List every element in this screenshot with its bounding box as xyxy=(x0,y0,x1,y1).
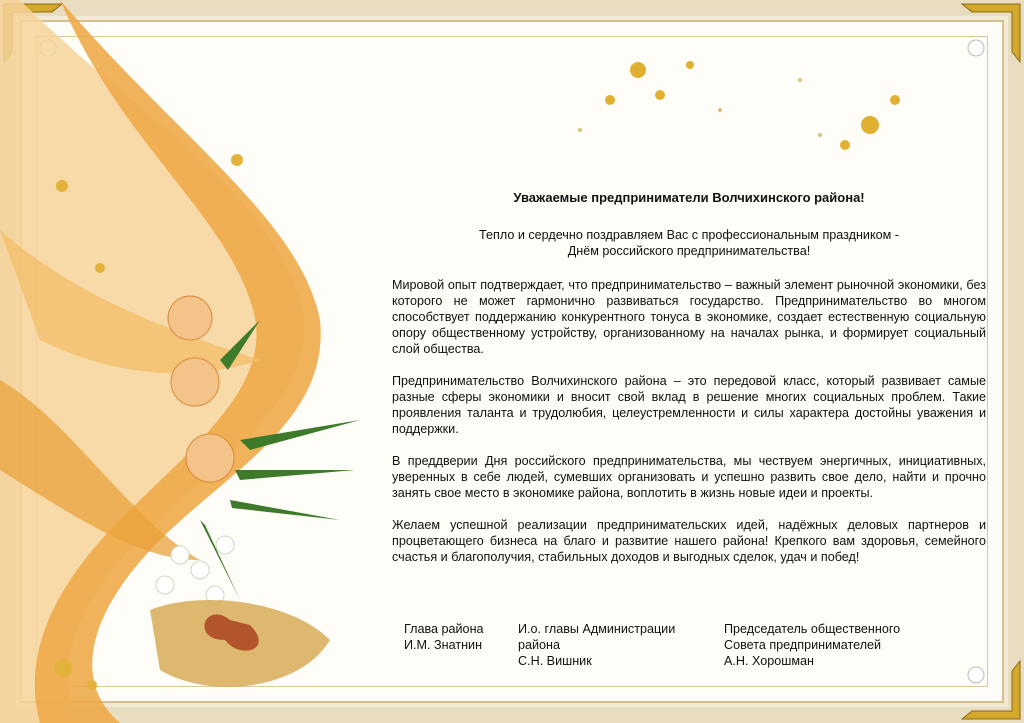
signature-title: Председатель общественного xyxy=(724,622,901,636)
signature xyxy=(724,621,900,669)
signature-title: И.о. главы Администрации xyxy=(518,622,676,636)
letter-body xyxy=(392,190,986,581)
gold-sparkles xyxy=(540,40,930,160)
paragraph: В преддверии Дня российского предпринимательства, мы чествуем энергичных, инициативных, уверенных в себе людей, сумевших организовать и успешно развить свое дело, найти и прочно занять свое место в экономике района, воплотить в жизнь новые идеи и проекты. xyxy=(392,454,986,500)
signature xyxy=(518,621,675,669)
signature-name: А.Н. Хорошман xyxy=(724,654,814,668)
signature-name: С.Н. Вишник xyxy=(518,654,592,668)
signature xyxy=(404,621,484,653)
greeting-line: Тепло и сердечно поздравляем Вас с профессиональным праздником - xyxy=(479,228,899,242)
paragraph: Желаем успешной реализации предпринимательских идей, надёжных деловых партнеров и процветающего бизнеса на благо и развитие нашего района! Крепкого вам здоровья, семейного счастья и благополучия, стабильных доходов и выгодных сделок, удач и побед! xyxy=(392,518,986,564)
gold-corner-ornament xyxy=(960,2,1022,64)
ribbon-bouquet-illustration xyxy=(0,0,360,723)
signature-title: Глава района xyxy=(404,622,484,636)
gold-corner-ornament xyxy=(960,659,1022,721)
paragraph: Мировой опыт подтверждает, что предпринимательство – важный элемент рыночной экономики, без которого не может гармонично развиваться государство. Предпринимательство во многом способствует поддержанию конкурентного тонуса в экономике, создает естественную социальную опору общественному устройству, организованному на началах рынка, и формирует социальный слой общества. xyxy=(392,278,986,356)
greeting-line: Днём российского предпринимательства! xyxy=(567,244,811,258)
signature-title: Совета предпринимателей xyxy=(724,638,882,652)
greeting xyxy=(392,227,986,259)
paragraph: Предпринимательство Волчихинского района – это передовой класс, который развивает самые разные сферы экономики и вносит свой вклад в решение многих социальных проблем. Такие проявления таланта и трудолюбия, целеустремленности и силы характера достойны уважения и поддержки. xyxy=(392,374,986,436)
letter-heading: Уважаемые предприниматели Волчихинского района! xyxy=(513,190,865,205)
signature-title: района xyxy=(518,638,561,652)
signature-name: И.М. Знатнин xyxy=(404,638,483,652)
